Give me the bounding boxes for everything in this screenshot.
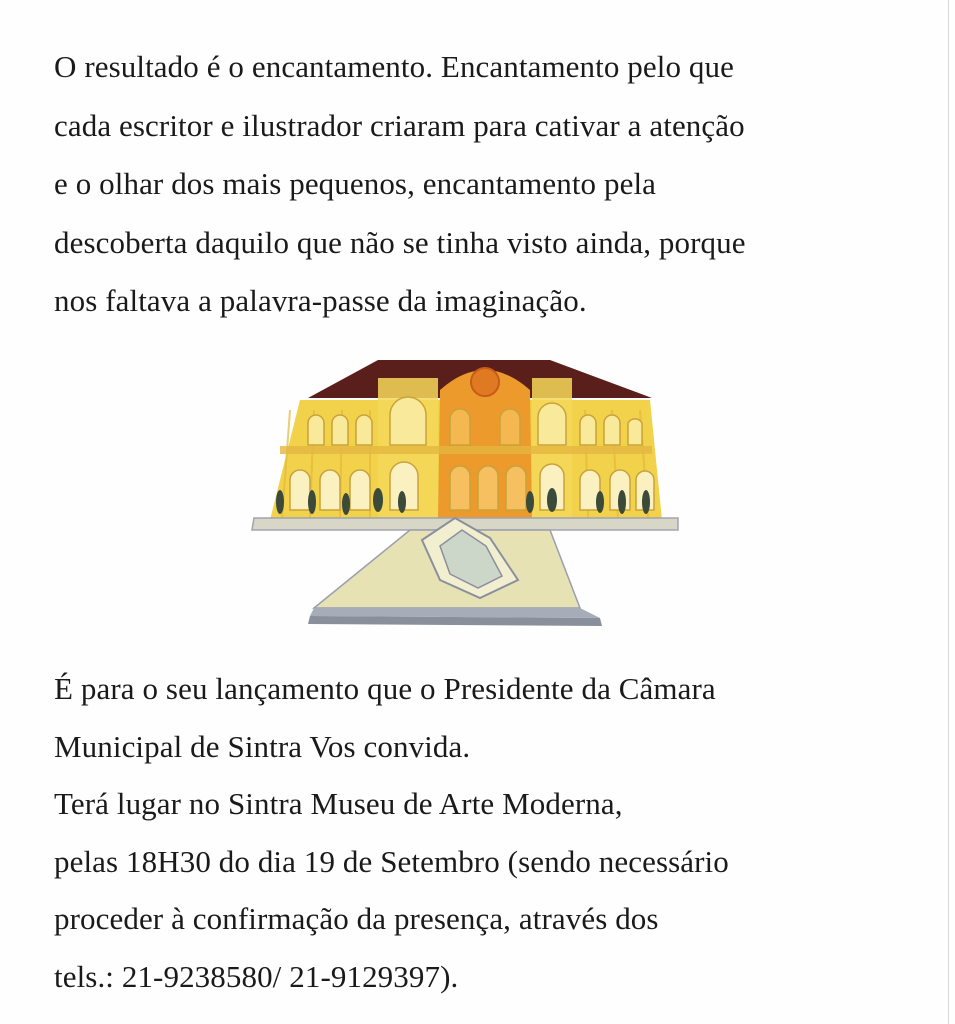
invitation-line: Municipal de Sintra Vos convida. (54, 728, 471, 764)
invitation-line: É para o seu lançamento que o Presidente da Câmara (54, 671, 716, 706)
invitation-line: proceder à confirmação da presença, através dos (54, 901, 659, 936)
intro-line: cada escritor e ilustrador criaram para cativar a atenção (54, 107, 745, 143)
intro-line: e o olhar dos mais pequenos, encantamento pela (54, 166, 657, 201)
intro-line: descoberta daquilo que não se tinha visto ainda, porque (54, 224, 746, 260)
intro-paragraph (54, 38, 746, 331)
invitation-line: pelas 18H30 do dia 19 de Setembro (sendo necessário (54, 843, 729, 879)
intro-line: O resultado é o encantamento. Encantamento pelo que (54, 49, 734, 84)
invitation-line: tels.: 21-9238580/ 21-9129397). (54, 958, 459, 994)
invitation-line: Terá lugar no Sintra Museu de Arte Moderna, (54, 786, 623, 821)
invitation-paragraph (54, 660, 729, 1005)
page-edge (948, 0, 949, 1024)
museum-building-illustration (250, 350, 680, 630)
intro-line: nos faltava a palavra-passe da imaginação. (54, 283, 587, 318)
